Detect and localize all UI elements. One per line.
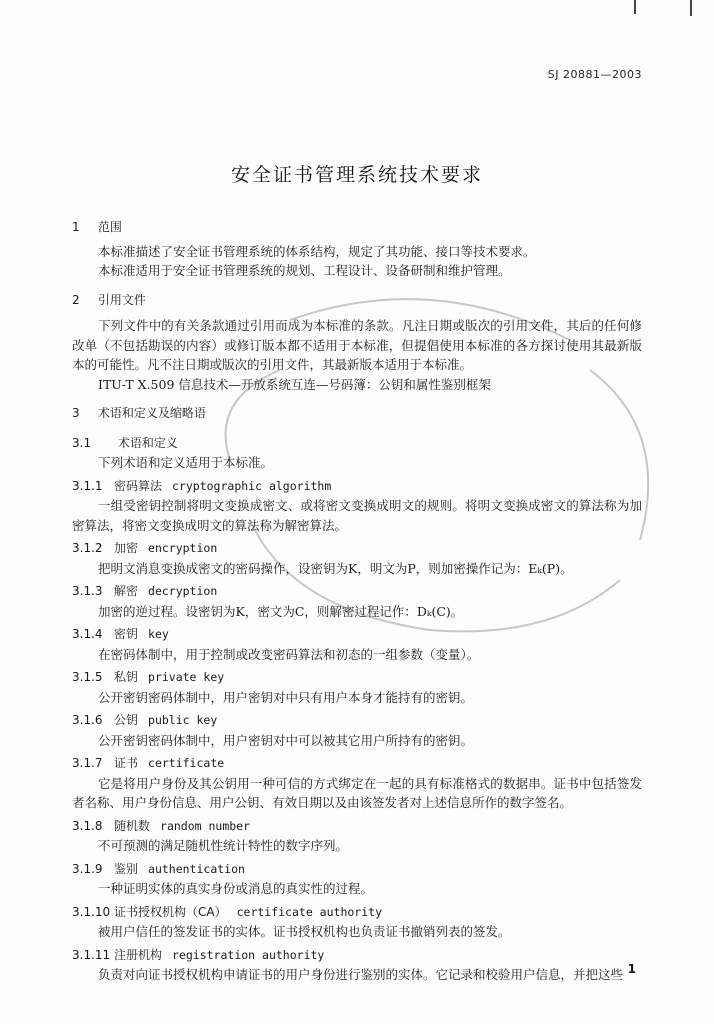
term-number: 3.1.8: [72, 818, 103, 833]
term-english: cryptographic algorithm: [172, 478, 332, 493]
term-definition: 把明文消息变换成密文的密码操作，设密钥为K，明文为P，则加密操作记为：Eₖ(P)。: [98, 560, 573, 576]
scan-edge-mark: [690, 0, 692, 16]
section-heading: [72, 218, 642, 238]
section-number: 3: [72, 406, 80, 420]
document-title: 安全证书管理系统技术要求: [230, 164, 483, 186]
subsection-heading: [72, 434, 642, 454]
term-number: 3.1.5: [72, 670, 103, 684]
term-definition: 一种证明实体的真实身份或消息的真实性的过程。: [98, 881, 374, 896]
standard-code: SJ 20881—2003: [547, 68, 642, 81]
term-number: 3.1.11: [72, 947, 111, 962]
term-chinese: 解密: [114, 584, 139, 598]
term-heading: [72, 711, 642, 731]
term-definition: 公开密钥密码体制中，用户密钥对中可以被其它用户所持有的密钥。: [98, 732, 474, 748]
term-number: 3.1.7: [72, 756, 103, 770]
term-number: 3.1.10: [72, 904, 111, 919]
section-heading: [72, 291, 642, 311]
subsection-title: 术语和定义: [117, 435, 178, 450]
term-english: random number: [160, 818, 251, 833]
term-heading: [72, 860, 642, 880]
term-chinese: 注册机构: [114, 947, 163, 962]
term-number: 3.1.4: [72, 627, 103, 641]
term-definition: 它是将用户身份及其公钥用一种可信的方式绑定在一起的具有标准格式的数据串。证书中包括签发者名称、用户身份信息、用户公钥、有效日期以及由该签发者对上述信息所作的数字签名。: [72, 775, 642, 810]
term-english: registration authority: [172, 947, 325, 962]
term-number: 3.1.2: [72, 541, 103, 555]
scan-edge-mark: [634, 0, 636, 14]
term-number: 3.1.6: [72, 713, 103, 727]
section-number: 2: [72, 292, 80, 307]
section-heading: [72, 404, 642, 424]
term-definition: 不可预测的满足随机性统计特性的数字序列。: [98, 838, 349, 853]
subsection-number: 3.1: [72, 435, 92, 450]
section-number: 1: [72, 220, 80, 234]
term-heading: [72, 903, 642, 923]
section-title: 范围: [97, 220, 122, 234]
term-chinese: 密钥: [114, 627, 139, 641]
term-english: authentication: [148, 861, 245, 876]
term-english: private key: [148, 670, 225, 684]
term-english: certificate: [148, 756, 225, 770]
term-chinese: 加密: [114, 541, 139, 555]
term-heading: [72, 817, 642, 837]
term-heading: [72, 625, 642, 645]
term-english: decryption: [148, 584, 218, 598]
term-definition: 在密码体制中，用于控制或改变密码算法和初态的一组参数（变量）。: [98, 646, 480, 662]
term-definition: 加密的逆过程。设密钥为K，密文为C，则解密过程记作：Dₖ(C)。: [98, 603, 464, 619]
term-definition: 一组受密钥控制将明文变换成密文、或将密文变换成明文的规则。将明文变换成密文的算法称为加密算法，将密文变换成明文的算法称为解密算法。: [72, 498, 642, 533]
page-number: 1: [627, 962, 636, 976]
term-heading: [72, 539, 642, 559]
section-title: 术语和定义及缩略语: [97, 406, 206, 420]
term-heading: [72, 668, 642, 688]
term-english: encryption: [148, 541, 218, 555]
term-definition: 被用户信任的签发证书的实体。证书授权机构也负责证书撤销列表的签发。: [98, 924, 511, 939]
section-title: 引用文件: [97, 292, 146, 307]
term-number: 3.1.1: [72, 478, 103, 493]
term-heading: [72, 477, 642, 497]
term-number: 3.1.9: [72, 861, 103, 876]
paragraph: 下列术语和定义适用于本标准。: [98, 455, 274, 470]
term-number: 3.1.3: [72, 584, 103, 598]
term-definition: 负责对向证书授权机构申请证书的用户身份进行鉴别的实体。它记录和校验用户信息，并把这些: [98, 967, 624, 982]
document-body: [72, 214, 642, 985]
paragraph: 本标准适用于安全证书管理系统的规划、工程设计、设备研制和维护管理。: [98, 263, 511, 278]
term-english: key: [148, 627, 169, 641]
terms-list: [72, 477, 642, 985]
term-definition: 公开密钥密码体制中，用户密钥对中只有用户本身才能持有的密钥。: [98, 689, 474, 705]
term-chinese: 密码算法: [114, 478, 163, 493]
term-heading: [72, 754, 642, 774]
term-heading: [72, 946, 642, 966]
term-heading: [72, 582, 642, 602]
paragraph: 下列文件中的有关条款通过引用而成为本标准的条款。凡注日期或版次的引用文件，其后的任何修改单（不包括勘误的内容）或修订版本都不适用于本标准，但提倡使用本标准的各方探讨使用其最新版本的可能性。凡不注日期或版次的引用文件，其最新版本适用于本标准。: [72, 318, 642, 372]
term-english: certificate authority: [236, 904, 382, 919]
term-english: public key: [148, 713, 218, 727]
term-chinese: 证书: [114, 756, 139, 770]
paragraph: 本标准描述了安全证书管理系统的体系结构，规定了其功能、接口等技术要求。: [98, 243, 536, 259]
reference-entry: ITU-T X.509 信息技术—开放系统互连—号码簿：公钥和属性鉴别框架: [98, 376, 491, 392]
term-chinese: 随机数: [114, 818, 151, 833]
term-chinese: 鉴别: [114, 861, 139, 876]
term-chinese: 公钥: [114, 713, 139, 727]
term-chinese: 私钥: [114, 670, 139, 684]
term-chinese: 证书授权机构（CA）: [114, 904, 227, 919]
